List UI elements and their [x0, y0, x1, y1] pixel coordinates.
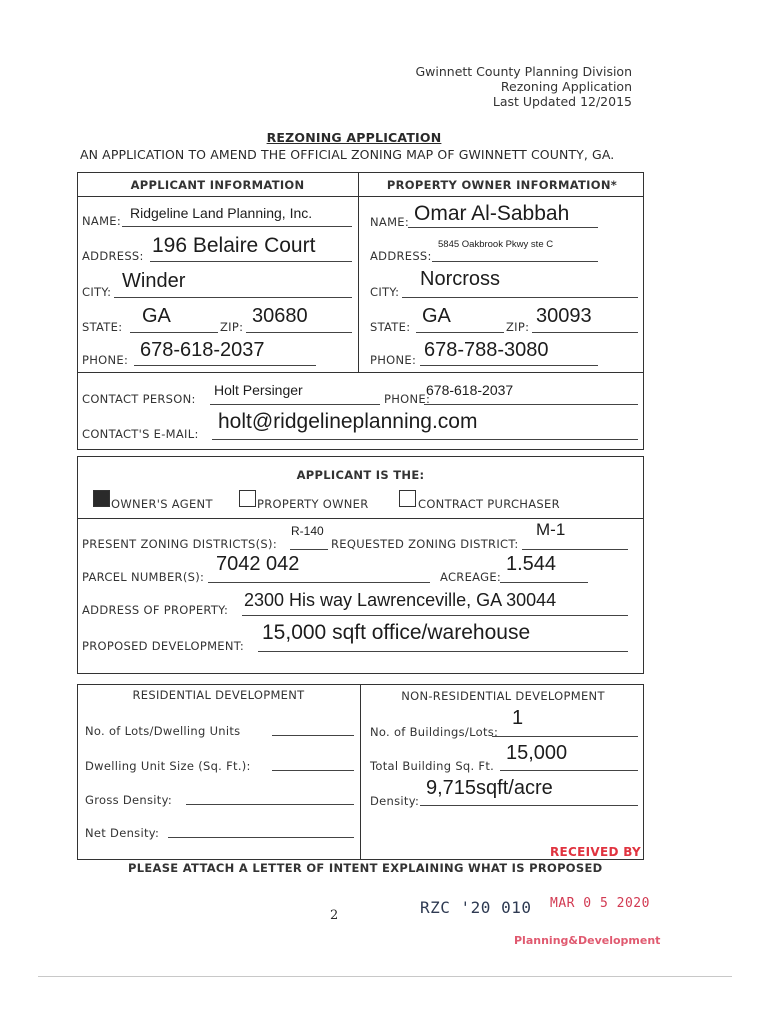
applicant-city-value: Winder	[122, 270, 186, 292]
building-sqft-label: Total Building Sq. Ft.	[370, 759, 495, 773]
contract-purchaser-checkbox[interactable]	[399, 490, 416, 507]
owner-address-value: 5845 Oakbrook Pkwy ste C	[438, 239, 554, 250]
header-line-3: Last Updated 12/2015	[492, 94, 632, 109]
proposed-development-value: 15,000 sqft office/warehouse	[262, 621, 531, 644]
page-bottom-rule	[38, 976, 732, 977]
applicant-city-label: CITY:	[82, 285, 112, 299]
applicant-address-label: ADDRESS:	[82, 249, 144, 263]
contract-purchaser-label: CONTRACT PURCHASER	[418, 497, 560, 511]
owner-state-label: STATE:	[370, 320, 411, 334]
case-number-stamp: RZC '20 010	[420, 898, 532, 917]
unit-size-label: Dwelling Unit Size (Sq. Ft.):	[85, 759, 251, 773]
contact-phone-value: 678-618-2037	[426, 382, 514, 398]
applicant-zip-value: 30680	[252, 305, 308, 327]
building-sqft-value: 15,000	[506, 742, 568, 764]
owner-zip-value: 30093	[536, 305, 592, 327]
contact-person-value: Holt Persinger	[214, 382, 303, 398]
applicant-info-heading: APPLICANT INFORMATION	[130, 178, 305, 192]
applicant-is-heading: APPLICANT IS THE:	[296, 468, 425, 482]
applicant-address-value: 196 Belaire Court	[152, 234, 316, 257]
owner-state-value: GA	[422, 305, 451, 327]
contact-email-value: holt@ridgelineplanning.com	[218, 410, 478, 433]
received-by-stamp: RECEIVED BY	[550, 845, 642, 859]
division-header	[415, 64, 632, 109]
applicant-name-value: Ridgeline Land Planning, Inc.	[130, 205, 313, 221]
date-stamp: MAR 0 5 2020	[550, 896, 650, 911]
department-stamp: Planning&Development	[514, 934, 661, 947]
owners-agent-label: OWNER'S AGENT	[111, 497, 213, 511]
present-zoning-label: PRESENT ZONING DISTRICTS(S):	[82, 537, 277, 551]
owner-city-label: CITY:	[370, 285, 400, 299]
applicant-state-value: GA	[142, 305, 171, 327]
contact-email-label: CONTACT'S E-MAIL:	[82, 427, 199, 441]
requested-zoning-label: REQUESTED ZONING DISTRICT:	[331, 537, 519, 551]
parcel-number-value: 7042 042	[216, 553, 300, 575]
owner-name-label: NAME:	[370, 215, 410, 229]
applicant-phone-value: 678-618-2037	[140, 339, 265, 361]
owner-phone-label: PHONE:	[370, 353, 417, 367]
owner-name-value: Omar Al-Sabbah	[414, 202, 570, 225]
contact-phone-label: PHONE:	[384, 392, 431, 406]
residential-heading: RESIDENTIAL DEVELOPMENT	[132, 688, 305, 702]
page-number: 2	[330, 908, 339, 923]
lots-units-label: No. of Lots/Dwelling Units	[85, 724, 241, 738]
owner-phone-value: 678-788-3080	[424, 339, 549, 361]
property-owner-label: PROPERTY OWNER	[257, 497, 369, 511]
applicant-name-label: NAME:	[82, 214, 122, 228]
applicant-state-label: STATE:	[82, 320, 123, 334]
present-zoning-value: R-140	[291, 524, 324, 538]
owner-address-label: ADDRESS:	[370, 249, 432, 263]
gross-density-label: Gross Density:	[85, 793, 173, 807]
density-value: 9,715sqft/acre	[426, 777, 553, 799]
property-address-value: 2300 His way Lawrenceville, GA 30044	[244, 590, 557, 610]
applicant-zip-label: ZIP:	[220, 320, 244, 334]
owner-city-value: Norcross	[420, 268, 501, 290]
owner-zip-label: ZIP:	[506, 320, 530, 334]
contact-person-label: CONTACT PERSON:	[82, 392, 196, 406]
net-density-label: Net Density:	[85, 826, 160, 840]
buildings-lots-value: 1	[512, 707, 524, 729]
buildings-lots-label: No. of Buildings/Lots:	[370, 725, 499, 739]
header-line-2: Rezoning Application	[500, 79, 632, 94]
proposed-development-label: PROPOSED DEVELOPMENT:	[82, 639, 245, 653]
form-subtitle: AN APPLICATION TO AMEND THE OFFICIAL ZONING MAP OF GWINNETT COUNTY, GA.	[80, 147, 615, 162]
density-label: Density:	[370, 794, 420, 808]
header-line-1: Gwinnett County Planning Division	[415, 64, 632, 79]
parcel-number-label: PARCEL NUMBER(S):	[82, 570, 205, 584]
owners-agent-checkbox[interactable]	[93, 490, 110, 507]
owner-info-heading: PROPERTY OWNER INFORMATION*	[386, 178, 618, 192]
nonresidential-heading: NON-RESIDENTIAL DEVELOPMENT	[401, 689, 605, 703]
form-title: REZONING APPLICATION	[266, 130, 442, 145]
applicant-phone-label: PHONE:	[82, 353, 129, 367]
acreage-label: ACREAGE:	[440, 570, 502, 584]
acreage-value: 1.544	[506, 553, 557, 575]
letter-of-intent-note: PLEASE ATTACH A LETTER OF INTENT EXPLAINING WHAT IS PROPOSED	[128, 861, 603, 875]
property-owner-checkbox[interactable]	[239, 490, 256, 507]
property-address-label: ADDRESS OF PROPERTY:	[82, 603, 229, 617]
requested-zoning-value: M-1	[536, 520, 566, 539]
